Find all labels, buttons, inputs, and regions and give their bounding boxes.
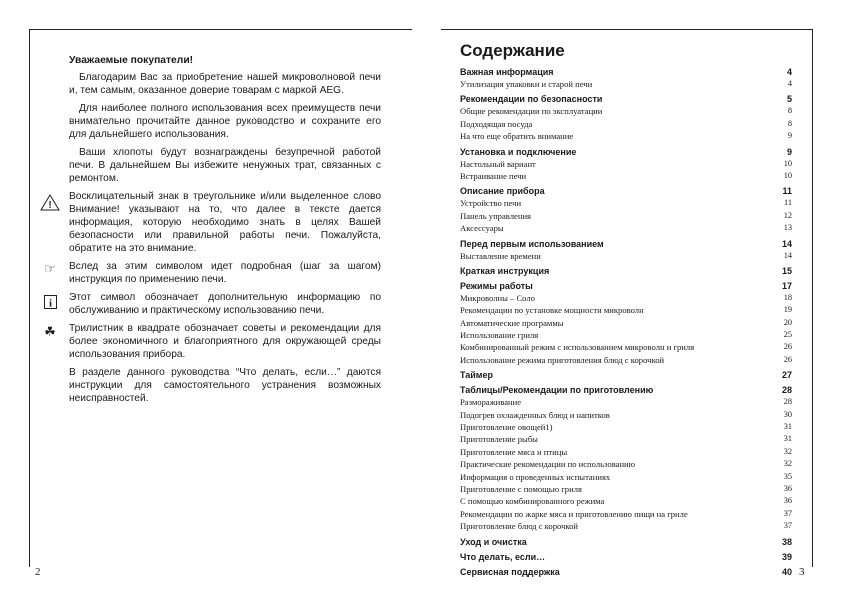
toc-subitem-page: 18 [783, 292, 792, 302]
toc-section-title: Установка и подключение [460, 146, 577, 157]
toc-subitem-page: 8 [787, 106, 792, 116]
toc-section-page: 14 [781, 238, 792, 249]
toc-subitem-title: Приготовление овощей1) [460, 422, 553, 433]
toc-section-page: 17 [781, 280, 792, 291]
toc-section-title: Уход и очистка [460, 536, 527, 547]
toc-section-page: 11 [782, 186, 792, 197]
right-page-right-rule [812, 29, 813, 567]
left-page-top-rule [29, 29, 412, 30]
toc-subitem-title: Комбинированный режим с использованием микроволн и гриля [460, 342, 695, 353]
toc-section-title: Таблицы/Рекомендации по приготовлению [460, 385, 654, 396]
toc-section-page: 28 [781, 385, 792, 396]
toc-subitem-title: Приготовление мяса и птицы [460, 446, 568, 457]
toc-subitem-title: Рекомендации по жарке мяса и приготовлению пищи на гриле [460, 508, 688, 519]
toc-section-title: Важная информация [460, 67, 554, 77]
toc-subitem-page: 12 [783, 210, 792, 220]
toc-subitem-title: Практические рекомендации по использованию [460, 459, 636, 470]
toc-section-title: Рекомендации по безопасности [460, 94, 603, 105]
toc-subitem [460, 520, 792, 532]
toc-section [460, 265, 792, 277]
toc-subitem-title: Приготовление с помощью гриля [460, 483, 582, 494]
symbol-item-text: Восклицательный знак в треугольнике и/или выделенное слово Внимание! указывают на то, что далее в тексте дается информация, которую необходимо знать в целях Вашей безопасности или правильной работы печи. Пожалуйста, обратите на это внимание. [69, 191, 381, 254]
toc-subitem-page: 31 [783, 434, 792, 444]
toc-section-page: 40 [781, 566, 792, 577]
toc-section-title: Описание прибора [460, 186, 545, 197]
toc-subitem-page: 20 [783, 317, 792, 327]
toc-subitem-page: 31 [783, 422, 792, 432]
toc-subitem-title: С помощью комбинированного режима [460, 496, 605, 507]
toc-subitem-title: Микроволны – Соло [460, 292, 535, 303]
toc-subitem-page: 11 [784, 198, 792, 208]
toc-subitem-page: 28 [783, 397, 792, 407]
toc-subitem-page: 36 [783, 496, 792, 506]
toc-subitem [460, 158, 792, 170]
intro-paragraph: Благодарим Вас за приобретение нашей микроволновой печи и, тем самым, оказанное доверие товарам с маркой AEG. [69, 72, 381, 96]
toc-subitem-page: 37 [783, 508, 792, 518]
intro-paragraph: Для наиболее полного использования всех преимуществ печи внимательно прочитайте данное руководство и сохраните его для дальнейшего использования. [69, 103, 381, 140]
symbol-item-warning [48, 190, 381, 255]
toc-subitem-page: 30 [783, 409, 792, 419]
toc-subitem [460, 197, 792, 209]
toc-subitem [460, 409, 792, 421]
toc-subitem [460, 483, 792, 495]
right-page-number: 3 [799, 566, 805, 578]
toc-subitem-title: Панель управления [460, 210, 531, 221]
toc-subitem-page: 13 [783, 223, 792, 233]
toc-subitem-page: 14 [783, 250, 792, 260]
symbol-item-text: Трилистник в квадрате обозначает советы и рекомендации для более экономичного и благоприятного для окружающей среды использования прибора. [69, 323, 381, 360]
toc-subitem [460, 341, 792, 353]
toc-subitem [460, 292, 792, 304]
toc-subitem-page: 36 [783, 483, 792, 493]
toc-subitem-page: 26 [783, 342, 792, 352]
toc-subitem [460, 421, 792, 433]
toc-subitem [460, 118, 792, 130]
svg-text:i: i [48, 297, 52, 309]
toc-subitem-page: 19 [783, 305, 792, 315]
svg-text:!: ! [48, 199, 52, 211]
pointing-hand-icon: ☞ [44, 260, 56, 276]
toc-section-title: Краткая инструкция [460, 265, 550, 276]
toc-subitem [460, 317, 792, 329]
toc-subitem-title: Приготовление рыбы [460, 434, 538, 445]
toc-subitem [460, 78, 792, 90]
toc-subitem-page: 10 [783, 158, 792, 168]
toc-subitem-page: 8 [787, 118, 792, 128]
toc-subitem-title: Настольный вариант [460, 158, 536, 169]
toc-section [460, 536, 792, 548]
toc-subitem-title: Приготовление блюд с корочкой [460, 521, 579, 532]
toc-section-page: 9 [786, 146, 792, 157]
toc-subitem [460, 354, 792, 366]
symbol-item-text: Вслед за этим символом идет подробная (шаг за шагом) инструкция по применению печи. [69, 261, 381, 285]
left-page-content [44, 54, 381, 410]
toc-section [460, 146, 792, 158]
toc-subitem [460, 471, 792, 483]
info-icon [39, 292, 61, 312]
toc-subitem-title: Устройство печи [460, 198, 522, 209]
toc-section [460, 93, 792, 105]
toc-section-title: Сервисная поддержка [460, 566, 560, 577]
toc-subitem-title: На что еще обратить внимание [460, 131, 574, 142]
toc-subitem-title: Рекомендации по установке мощности микроволн [460, 305, 644, 316]
toc-subitem-page: 10 [783, 170, 792, 180]
toc-section [460, 369, 792, 381]
toc-section-page: 39 [781, 551, 792, 562]
toc-subitem [460, 458, 792, 470]
toc-subitem [460, 495, 792, 507]
toc-section-title: Перед первым использованием [460, 238, 604, 249]
left-page-left-rule [29, 29, 30, 567]
toc-section [460, 238, 792, 250]
toc-subitem-title: Встраивание печи [460, 170, 527, 181]
toc-section-page: 27 [781, 370, 792, 381]
toc-section-page: 4 [786, 67, 792, 77]
toc-subitem-page: 35 [783, 471, 792, 481]
toc-subitem [460, 130, 792, 142]
toc-subitem [460, 250, 792, 262]
toc-subitem [460, 304, 792, 316]
toc-subitem [460, 170, 792, 182]
toc-subitem-page: 32 [783, 446, 792, 456]
toc-subitem [460, 433, 792, 445]
toc-subitem [460, 210, 792, 222]
toc-section [460, 566, 792, 578]
symbol-item-info [48, 291, 381, 317]
toc-section-page: 15 [781, 265, 792, 276]
symbol-item-eco [44, 322, 381, 361]
toc-subitem-page: 37 [783, 521, 792, 531]
toc-subitem-title: Выставление времени [460, 250, 541, 261]
toc-subitem [460, 222, 792, 234]
toc-subitem-title: Автоматические программы [460, 317, 564, 328]
table-of-contents [460, 66, 792, 578]
toc-subitem-title: Информация о проведенных испытаниях [460, 471, 611, 482]
toc-section [460, 185, 792, 197]
toc-subitem-title: Использование гриля [460, 330, 539, 341]
toc-subitem-page: 25 [783, 330, 792, 340]
right-page-top-rule [441, 29, 813, 30]
toc-section [460, 551, 792, 563]
toc-subitem-title: Утилизация упаковки и старой печи [460, 79, 593, 89]
toc-section-title: Что делать, если… [460, 551, 546, 562]
troubleshooting-note: В разделе данного руководства “Что делать, если…” даются инструкции для самостоятельного устранения возможных неисправностей. [69, 367, 381, 404]
symbol-item-text: Этот символ обозначает дополнительную информацию по обслуживанию и практическому использованию печи. [69, 292, 381, 316]
toc-section-page: 38 [781, 536, 792, 547]
toc-subitem-title: Подходящая посуда [460, 118, 533, 129]
toc-subitem-title: Использование режима приготовления блюд с корочкой [460, 354, 665, 365]
intro-paragraph: Ваши хлопоты будут вознаграждены безупречной работой печи. В дальнейшем Вы избежите ненужных трат, связанных с ремонтом. [69, 147, 381, 184]
toc-subitem [460, 329, 792, 341]
symbol-item-step [44, 260, 381, 286]
greeting-heading: Уважаемые покупатели! [69, 55, 194, 66]
toc-title: Содержание [460, 41, 565, 60]
toc-subitem-page: 32 [783, 459, 792, 469]
toc-subitem-page: 26 [783, 354, 792, 364]
clover-icon: ☘ [44, 323, 56, 339]
toc-section-title: Режимы работы [460, 280, 533, 291]
toc-subitem-page: 4 [787, 79, 792, 88]
toc-section-title: Таймер [460, 370, 493, 381]
toc-subitem-title: Общие рекомендации по эксплуатации [460, 106, 603, 117]
toc-section [460, 66, 792, 78]
left-page-number: 2 [35, 566, 41, 578]
toc-section [460, 384, 792, 396]
toc-subitem-title: Аксессуары [460, 223, 504, 234]
toc-subitem [460, 446, 792, 458]
warning-triangle-icon [39, 192, 61, 212]
toc-subitem [460, 396, 792, 408]
toc-subitem [460, 105, 792, 117]
toc-section-page: 5 [786, 94, 792, 105]
toc-subitem-title: Подогрев охлажденных блюд и напитков [460, 409, 610, 420]
toc-subitem-title: Размораживание [460, 397, 522, 408]
toc-subitem-page: 9 [787, 131, 792, 141]
toc-section [460, 280, 792, 292]
toc-subitem [460, 508, 792, 520]
